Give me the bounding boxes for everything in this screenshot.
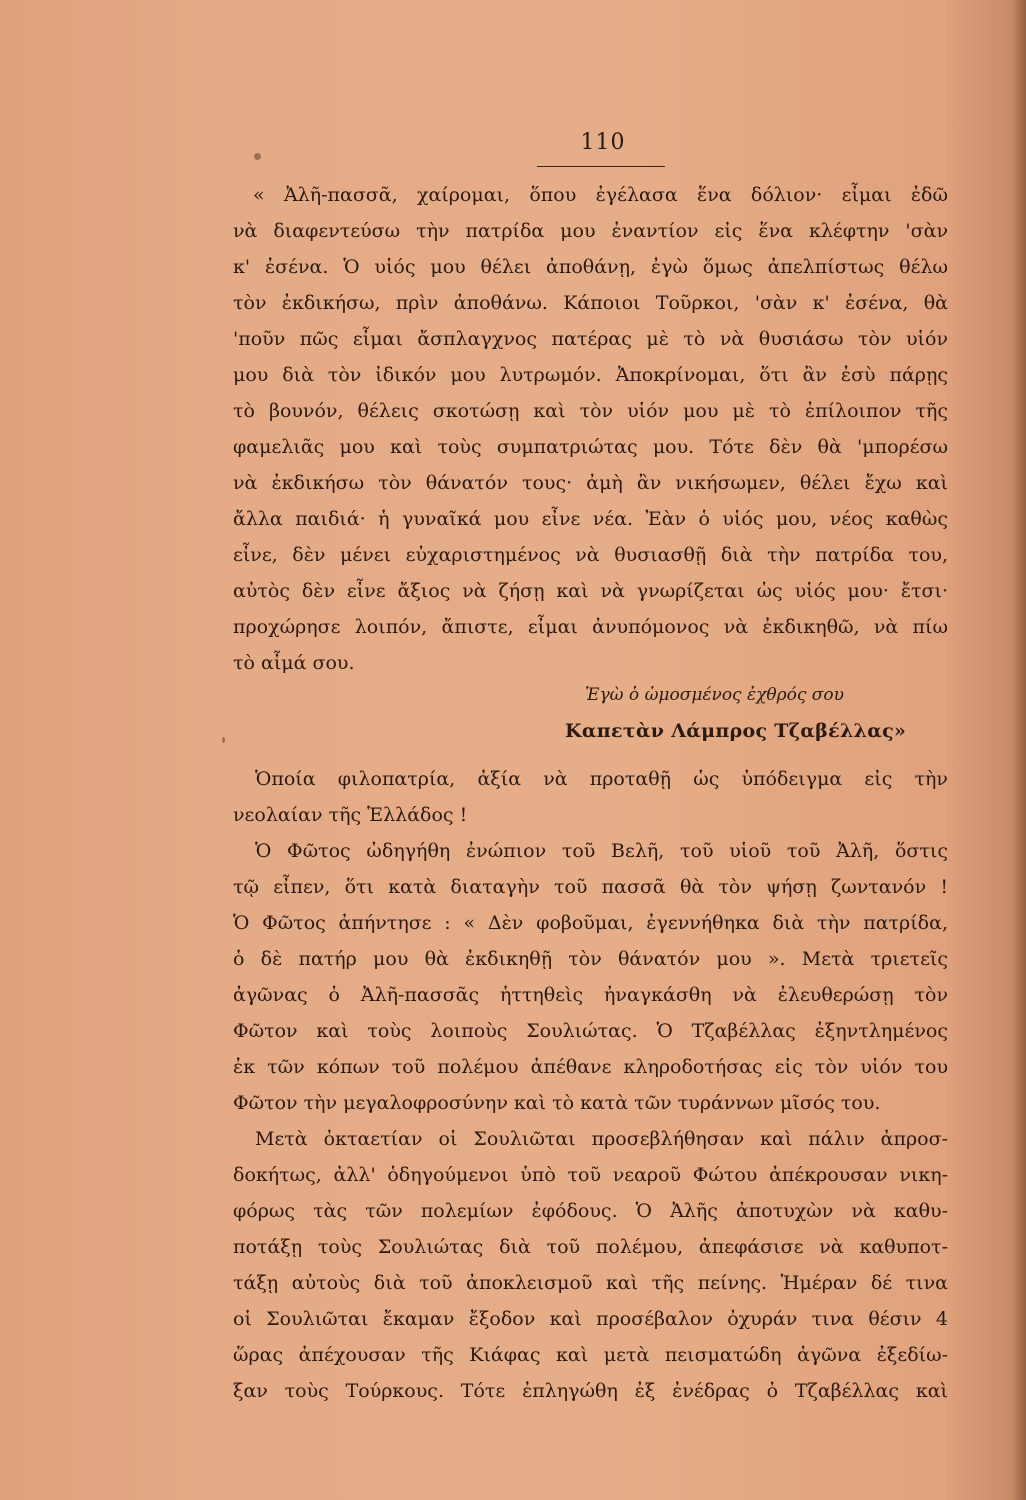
text-line: νεολαίαν τῆς Ἑλλάδος ! xyxy=(233,804,468,826)
text-line: ὥρας ἀπέχουσαν τῆς Κιάφας καὶ μετὰ πεισματώδη ἀγῶνα ἐξεδίω- xyxy=(233,1344,948,1366)
text-line: Φῶτον καὶ τοὺς λοιποὺς Σουλιώτας. Ὁ Τζαβέλλας ἐξηντλημένος xyxy=(233,1020,948,1042)
text-line: Ὁποία φιλοπατρία, ἀξία νὰ προταθῇ ὡς ὑπόδειγμα εἰς τὴν xyxy=(255,768,948,790)
text-line: δοκήτως, ἀλλ' ὁδηγούμενοι ὑπὸ τοῦ νεαροῦ Φώτου ἀπέκρουσαν νικη- xyxy=(233,1164,948,1186)
text-line: τὸ βουνόν, θέλεις σκοτώσῃ καὶ τὸν υἱόν μου μὲ τὸ ἐπίλοιπον τῆς xyxy=(233,400,948,422)
text-line: μου διὰ τὸν ἰδικόν μου λυτρωμόν. Ἀποκρίνομαι, ὅτι ἂν ἐσὺ πάρῃς xyxy=(233,364,948,386)
text-line: ποτάξῃ τοὺς Σουλιώτας διὰ τοῦ πολέμου, ἀπεφάσισε νὰ καθυποτ- xyxy=(233,1236,948,1258)
text-line: οἱ Σουλιῶται ἔκαμαν ἔξοδον καὶ προσέβαλον ὀχυράν τινα θέσιν 4 xyxy=(233,1308,948,1330)
text-line: ἄλλα παιδιά· ἡ γυναῖκά μου εἶνε νέα. Ἐὰν ὁ υἱός μου, νέος καθὼς xyxy=(233,508,948,530)
text-line: Φῶτον τὴν μεγαλοφροσύνην καὶ τὸ κατὰ τῶν τυράννων μῖσός του. xyxy=(233,1092,881,1114)
page-edge-shadow xyxy=(1012,0,1026,1500)
text-line: κ' ἐσένα. Ὁ υἱός μου θέλει ἀποθάνῃ, ἐγὼ ὅμως ἀπελπίστως θέλω xyxy=(233,256,948,278)
signature-line-1: Ἐγὼ ὁ ὡμοσμένος ἐχθρός σου xyxy=(585,685,844,705)
text-line: Ὁ Φῶτος ἀπήντησε : « Δὲν φοβοῦμαι, ἐγεννήθηκα διὰ τὴν πατρίδα, xyxy=(233,912,948,934)
text-line: φόρως τὰς τῶν πολεμίων ἐφόδους. Ὁ Ἀλῆς ἀποτυχὼν νὰ καθυ- xyxy=(233,1200,948,1222)
text-line: αὐτὸς δὲν εἶνε ἄξιος νὰ ζήσῃ καὶ νὰ γνωρίζεται ὡς υἱός μου· ἔτσι· xyxy=(233,580,948,602)
text-line: « Ἀλῆ-πασσᾶ, χαίρομαι, ὅπου ἐγέλασα ἕνα δόλιον· εἶμαι ἐδῶ xyxy=(253,184,948,206)
text-line: ὁ δὲ πατήρ μου θὰ ἐκδικηθῇ τὸν θάνατόν μου ». Μετὰ τριετεῖς xyxy=(233,948,948,970)
signature-line-2: Καπετὰν Λάμπρος Τζαβέλλας» xyxy=(565,720,907,742)
text-line: νὰ διαφεντεύσω τὴν πατρίδα μου ἐναντίον εἰς ἕνα κλέφτην 'σὰν xyxy=(233,220,948,242)
text-line: φαμελιᾶς μου καὶ τοὺς συμπατριώτας μου. Τότε δὲν θὰ 'μπορέσω xyxy=(233,436,948,458)
text-line: τῷ εἶπεν, ὅτι κατὰ διαταγὴν τοῦ πασσᾶ θὰ τὸν ψήσῃ ζωντανόν ! xyxy=(233,876,948,898)
page-number: 110 xyxy=(580,130,626,155)
text-line: προχώρησε λοιπόν, ἄπιστε, εἶμαι ἀνυπόμονος νὰ ἐκδικηθῶ, νὰ πίω xyxy=(233,616,948,638)
text-line: νὰ ἐκδικήσω τὸν θάνατόν τους· ἀμὴ ἂν νικήσωμεν, θέλει ἔχω καὶ xyxy=(233,472,948,494)
text-line: τάξῃ αὐτοὺς διὰ τοῦ ἀποκλεισμοῦ καὶ τῆς πείνης. Ἡμέραν δέ τινα xyxy=(233,1272,948,1294)
text-line: ξαν τοὺς Τούρκους. Τότε ἐπληγώθη ἐξ ἐνέδρας ὁ Τζαβέλλας καὶ xyxy=(233,1380,948,1402)
text-line: Μετὰ ὀκταετίαν οἱ Σουλιῶται προσεβλήθησαν καὶ πάλιν ἀπροσ- xyxy=(255,1128,948,1150)
page-number-rule xyxy=(537,166,665,167)
text-line: ἀγῶνας ὁ Ἀλῆ-πασσᾶς ἡττηθεὶς ἠναγκάσθη νὰ ἐλευθερώσῃ τὸν xyxy=(233,984,948,1006)
text-line: τὸν ἐκδικήσω, πρὶν ἀποθάνω. Κάποιοι Τοῦρκοι, 'σὰν κ' ἐσένα, θὰ xyxy=(233,292,948,314)
ink-speck xyxy=(254,153,261,160)
text-line: Ὁ Φῶτος ὡδηγήθη ἐνώπιον τοῦ Βελῆ, τοῦ υἱοῦ τοῦ Ἀλῆ, ὅστις xyxy=(255,840,948,862)
ink-speck xyxy=(222,737,225,743)
text-line: τὸ αἷμά σου. xyxy=(233,652,355,674)
text-line: ἐκ τῶν κόπων τοῦ πολέμου ἀπέθανε κληροδοτήσας εἰς τὸν υἱόν του xyxy=(233,1056,948,1078)
text-line: εἶνε, δὲν μένει εὐχαριστημένος νὰ θυσιασθῇ διὰ τὴν πατρίδα του, xyxy=(233,544,948,566)
text-line: 'ποῦν πῶς εἶμαι ἄσπλαγχνος πατέρας μὲ τὸ νὰ θυσιάσω τὸν υἱόν xyxy=(233,328,948,350)
